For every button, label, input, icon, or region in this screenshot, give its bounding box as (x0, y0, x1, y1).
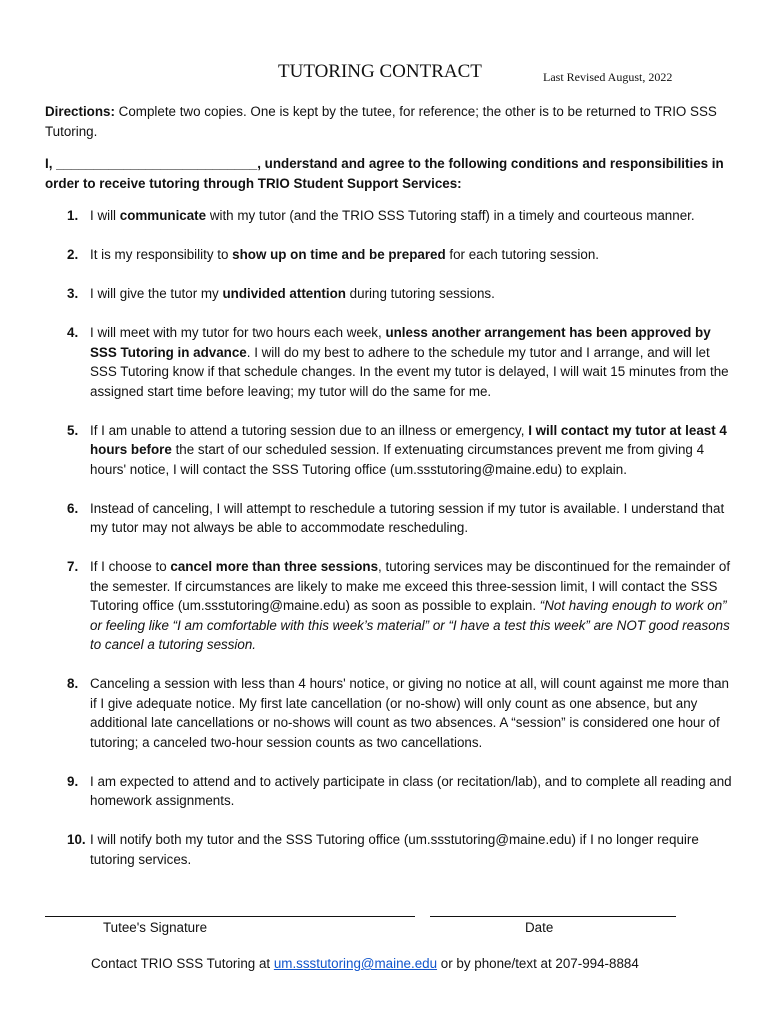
term-text-segment: , tutoring services may be discontinued for the remainder of the semester. If circumstances are likely to make me exceed this three-session limit, I will contact the SSS Tutoring office (um.ssstutoring@maine.edu) as soon as possible to explain. (90, 559, 731, 613)
term-text-segment: undivided attention (222, 286, 346, 301)
term-item (45, 421, 735, 480)
term-number: 7. (67, 559, 79, 574)
term-text-segment: cancel more than three sessions (170, 559, 379, 574)
term-number: 9. (67, 773, 79, 789)
term-text-segment: I will (90, 208, 120, 223)
date-line[interactable] (430, 916, 676, 917)
date-label: Date (525, 920, 554, 935)
tutee-signature-label: Tutee's Signature (103, 920, 208, 935)
document-title: TUTORING CONTRACT (278, 61, 482, 82)
term-item (45, 499, 735, 538)
contact-suffix: or by phone/text at 207-994-8884 (437, 956, 639, 971)
directions-paragraph (45, 102, 735, 141)
term-text-segment: show up on time and be prepared (232, 247, 446, 262)
term-text-segment: “Not having enough to work on” or feeling like “I am comfortable with this week’s material” or “I have a test this week” are NOT good reasons to cancel a tutoring session. (90, 598, 730, 652)
directions-text: Complete two copies. One is kept by the tutee, for reference; the other is to be returned to TRIO SSS Tutoring. (45, 104, 717, 139)
term-text-segment: communicate (119, 208, 207, 223)
tutee-signature-line[interactable] (45, 916, 415, 917)
contact-line (91, 954, 639, 974)
term-item (45, 557, 735, 655)
term-number: 1. (67, 208, 79, 223)
term-text-segment: I will contact my tutor at least 4 hours before (90, 422, 727, 457)
term-text-segment: unless another arrangement has been approved by SSS Tutoring in advance (90, 325, 711, 360)
term-item (45, 830, 735, 869)
term-text-segment: If I am unable to attend a tutoring session due to an illness or emergency, (90, 422, 529, 438)
term-text-segment: . I will do my best to adhere to the schedule my tutor and I arrange, and will let SSS Tutoring know if that schedule changes. In the event my tutor is delayed, I will wait 15 minutes from the assigned start time before leaving; my tutor will do the same for me. (90, 344, 729, 399)
term-text-segment: I will meet with my tutor for two hours each week, (90, 325, 386, 340)
term-text-segment: with my tutor (and the TRIO SSS Tutoring staff) in a timely and courteous manner. (206, 208, 695, 223)
term-text-segment: the start of our scheduled session. If extenuating circumstances prevent me from giving 4 hours' notice, I will contact the SSS Tutoring office (um.ssstutoring@maine.edu) to explain. (90, 442, 705, 477)
term-item (45, 323, 735, 401)
term-text-segment: Canceling a session with less than 4 hours' notice, or giving no notice at all, will count against me more than if I give adequate notice. My first late cancellation (or no-show) will only count as one absence, but any additional late cancellations or no-shows will count as two absences. A “session” is considered one hour of tutoring; a canceled two-hour session counts as two cancellations. (90, 676, 729, 750)
term-number: 10. (67, 832, 86, 847)
term-text-segment: for each tutoring session. (445, 247, 600, 262)
term-text-segment: It is my responsibility to (90, 247, 233, 262)
term-item (45, 284, 735, 304)
term-text-segment: If I choose to (90, 559, 171, 574)
term-text-segment: during tutoring sessions. (345, 286, 495, 301)
term-item (45, 674, 735, 752)
contact-prefix: Contact TRIO SSS Tutoring at (91, 956, 274, 971)
term-text-segment: I will notify both my tutor and the SSS Tutoring office (um.ssstutoring@maine.edu) if I no longer require tutoring services. (90, 832, 699, 867)
term-item (45, 245, 735, 265)
pledge-statement: I, ___________________________, understand and agree to the following conditions and responsibilities in order to receive tutoring through TRIO Student Support Services: (45, 156, 724, 191)
term-number: 6. (67, 500, 79, 516)
directions-label: Directions: (45, 104, 115, 119)
term-number: 2. (67, 247, 79, 262)
term-text-segment: I will give the tutor my (90, 286, 223, 301)
term-item (45, 772, 735, 811)
term-item (45, 206, 735, 226)
term-number: 3. (67, 286, 79, 301)
term-text-segment: Instead of canceling, I will attempt to reschedule a tutoring session if my tutor is available. I understand that my tutor may not always be able to accommodate rescheduling. (90, 500, 725, 535)
terms-list (45, 206, 735, 889)
term-number: 4. (67, 325, 79, 340)
term-number: 5. (67, 422, 79, 438)
term-text-segment: I am expected to attend and to actively participate in class (or recitation/lab), and to complete all reading and homework assignments. (90, 773, 732, 808)
term-number: 8. (67, 676, 79, 691)
contact-email-link[interactable]: um.ssstutoring@maine.edu (273, 956, 438, 971)
revision-date: Last Revised August, 2022 (543, 70, 673, 84)
